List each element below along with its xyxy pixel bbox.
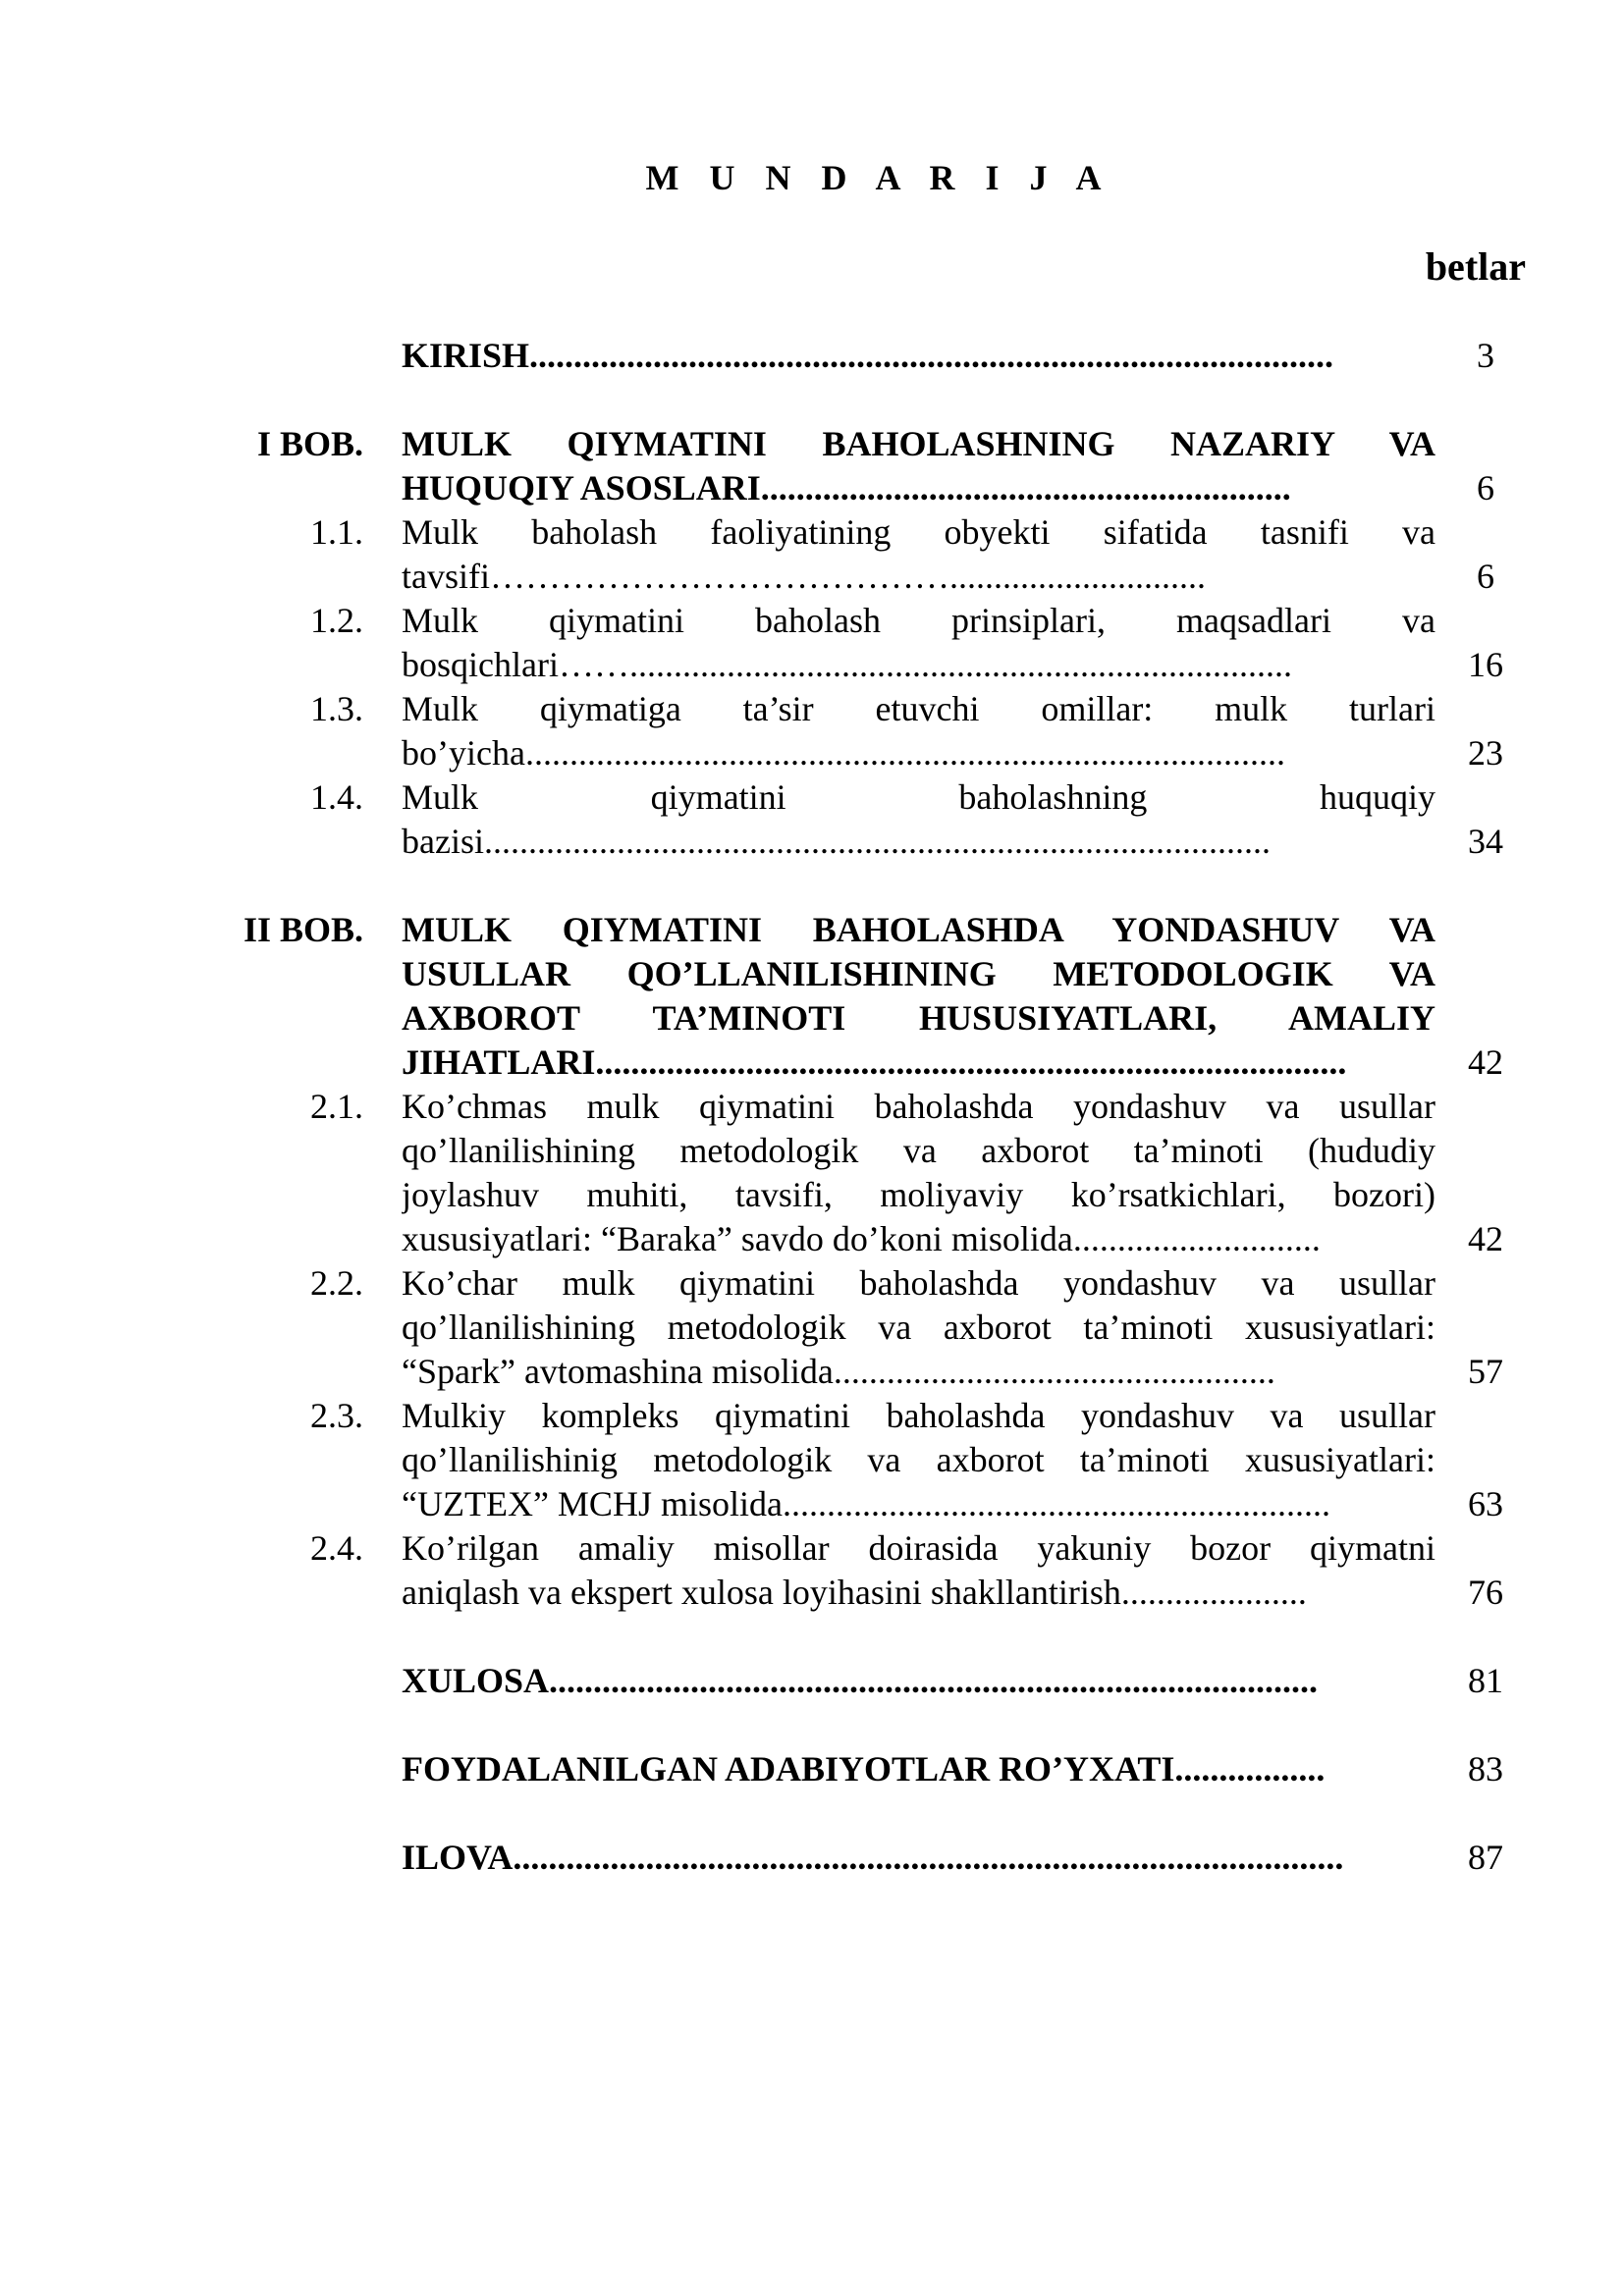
toc-page-number: 76 [1468, 1573, 1503, 1612]
section-title-line: qo’llanilishining metodologik va axborot ta’minoti (hududiy [402, 1131, 1435, 1170]
toc-page-number: 16 [1468, 645, 1503, 684]
section-number: 1.3. [310, 689, 363, 728]
chapter-title-line: MULK QIYMATINI BAHOLASHDA YONDASHUV VA [402, 910, 1435, 949]
section-title-line: Ko’char mulk qiymatini baholashda yondashuv va usullar [402, 1263, 1435, 1303]
page-title: M U N D A R I J A [645, 158, 1112, 197]
toc-page-number: 3 [1477, 336, 1494, 375]
toc-entry-title: XULOSA....................................................................................... [402, 1661, 1319, 1700]
chapter-title-line: AXBOROT TA’MINOTI HUSUSIYATLARI, AMALIY [402, 998, 1435, 1038]
toc-page-number: 6 [1477, 557, 1494, 596]
chapter-title-line: HUQUQIY ASOSLARI............................................................ [402, 468, 1291, 507]
section-title-line: qo’llanilishining metodologik va axborot ta’minoti xususiyatlari: [402, 1308, 1435, 1347]
section-number: 1.2. [310, 601, 363, 640]
section-title-line: “Spark” avtomashina misolida.................................................. [402, 1352, 1275, 1391]
toc-page-number: 34 [1468, 822, 1503, 861]
chapter-number: I BOB. [256, 424, 363, 463]
chapter-title-line: JIHATLARI..................................................................................... [402, 1042, 1347, 1082]
section-title-line: “UZTEX” MCHJ misolida.............................................................. [402, 1484, 1330, 1523]
chapter-title-line: USULLAR QO’LLANILISHINING METODOLOGIK VA [402, 954, 1435, 993]
toc-page-number: 57 [1468, 1352, 1503, 1391]
section-title-line: Mulk qiymatini baholashning huquqiy [402, 777, 1435, 817]
section-title-line: aniqlash va ekspert xulosa loyihasini shakllantirish..................... [402, 1573, 1307, 1612]
toc-page-number: 87 [1468, 1838, 1503, 1877]
toc-page-number: 83 [1468, 1749, 1503, 1789]
section-title-line: xususiyatlari: “Baraka” savdo do’koni misolida............................ [402, 1219, 1321, 1258]
section-title-line: Ko’chmas mulk qiymatini baholashda yondashuv va usullar [402, 1087, 1435, 1126]
section-number: 2.3. [310, 1396, 363, 1435]
toc-page-number: 23 [1468, 733, 1503, 773]
section-title-line: bosqichlari……........................................................................... [402, 645, 1292, 684]
toc-page-number: 42 [1468, 1219, 1503, 1258]
section-number: 1.1. [310, 512, 363, 552]
toc-entry-title: ILOVA.............................................................................................. [402, 1838, 1344, 1877]
pages-column-label: betlar [1425, 244, 1526, 289]
section-title-line: Mulkiy kompleks qiymatini baholashda yondashuv va usullar [402, 1396, 1435, 1435]
section-title-line: Ko’rilgan amaliy misollar doirasida yakuniy bozor qiymatni [402, 1528, 1435, 1568]
section-title-line: tavsifi…………………………………............................. [402, 557, 1206, 596]
section-number: 2.4. [310, 1528, 363, 1568]
toc-entry-title: KIRISH........................................................................................... [402, 336, 1334, 375]
section-title-line: joylashuv muhiti, tavsifi, moliyaviy ko’rsatkichlari, bozori) [402, 1175, 1435, 1214]
toc-entry-title: FOYDALANILGAN ADABIYOTLAR RO’YXATI................. [402, 1749, 1326, 1789]
section-title-line: bazisi......................................................................................... [402, 822, 1271, 861]
section-number: 2.2. [310, 1263, 363, 1303]
chapter-title-line: MULK QIYMATINI BAHOLASHNING NAZARIY VA [402, 424, 1435, 463]
toc-page-number: 6 [1477, 468, 1494, 507]
section-title-line: qo’llanilishinig metodologik va axborot ta’minoti xususiyatlari: [402, 1440, 1435, 1479]
section-number: 2.1. [310, 1087, 363, 1126]
section-number: 1.4. [310, 777, 363, 817]
section-title-line: bo’yicha...................................................................................... [402, 733, 1285, 773]
section-title-line: Mulk qiymatini baholash prinsiplari, maqsadlari va [402, 601, 1435, 640]
section-title-line: Mulk baholash faoliyatining obyekti sifatida tasnifi va [402, 512, 1435, 552]
chapter-number: II BOB. [243, 910, 363, 949]
toc-page-number: 81 [1468, 1661, 1503, 1700]
section-title-line: Mulk qiymatiga ta’sir etuvchi omillar: mulk turlari [402, 689, 1435, 728]
toc-page-number: 63 [1468, 1484, 1503, 1523]
toc-page-number: 42 [1468, 1042, 1503, 1082]
